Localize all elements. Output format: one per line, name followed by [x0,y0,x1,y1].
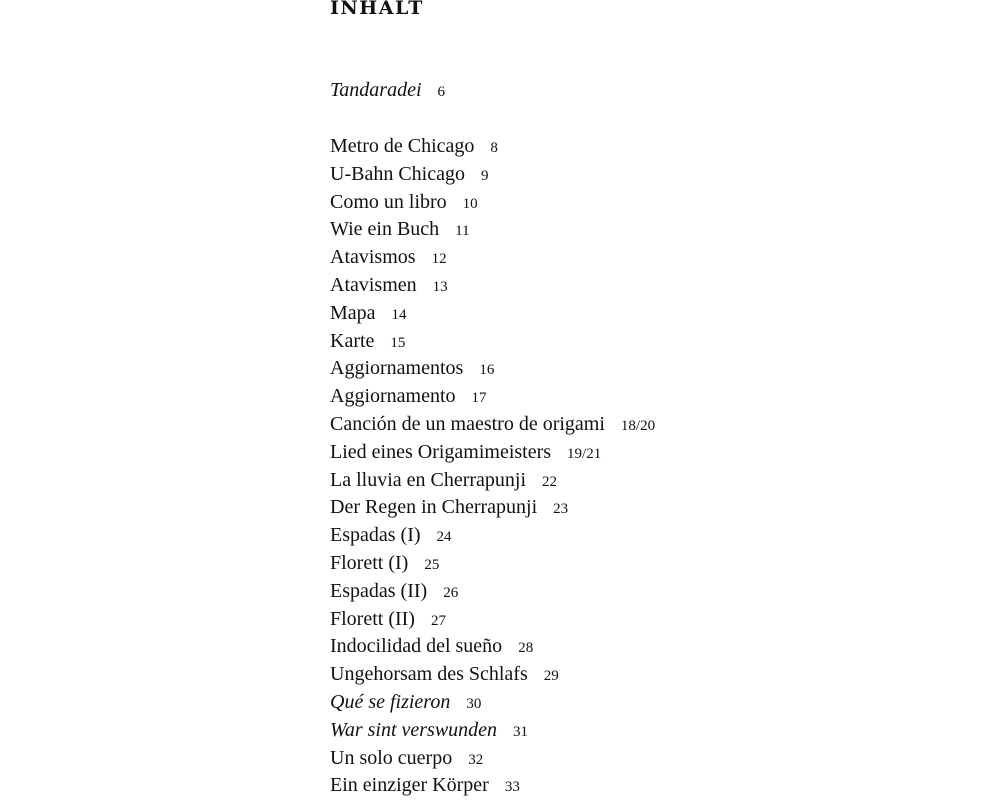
toc-entry-title: Atavismen [330,274,417,296]
toc-entry-title: Lied eines Origamimeisters [330,440,552,463]
toc-entry [330,440,601,466]
toc-entry-title: Espadas (I) [330,524,421,547]
toc-entry-page-number: 18/20 [620,418,656,434]
toc-entry-title: Qué se fizieron [330,691,451,713]
toc-entry-page-number: 27 [430,612,446,629]
toc-entry-title: Espadas (II) [330,579,428,602]
toc-heading: INHALT [330,0,424,19]
toc-entry-title: Canción de un maestro de origami [330,413,605,435]
toc-entry-title: La lluvia en Cherrapunji [330,468,527,491]
toc-entry [330,634,533,660]
toc-entry [330,245,447,271]
toc-entry-title: Tandaradei [330,79,422,101]
toc-entry-page-number: 14 [391,306,407,323]
toc-entry-page-number: 16 [479,362,495,379]
toc-entry-page-number: 19/21 [567,445,602,462]
toc-entry-title: Ein einziger Körper [330,774,489,797]
toc-entry [330,356,494,382]
toc-entry-title: Florett (I) [330,552,409,574]
toc-entry-title: Karte [330,329,375,352]
toc-entry-title: U-Bahn Chicago [330,162,465,185]
toc-entry-page-number: 33 [504,779,520,796]
toc-entry [330,329,405,355]
toc-entry [330,662,559,688]
toc-entry-page-number: 31 [513,723,529,740]
toc-entry [330,495,568,521]
toc-entry [330,162,488,188]
toc-entry [330,78,445,104]
toc-entry-title: Como un libro [330,190,447,213]
toc-entry-page-number: 24 [436,529,452,546]
toc-entry [330,384,487,410]
toc-entry [330,551,439,577]
table-of-contents [330,0,930,800]
toc-entry-page-number: 9 [480,167,489,184]
toc-entry-title: Un solo cuerpo [330,746,453,769]
toc-entry-title: Florett (II) [330,607,415,630]
toc-entry-title: Wie ein Buch [330,218,440,241]
toc-entry [330,690,481,716]
toc-entry-title: War sint verswunden [330,718,498,741]
toc-entry-page-number: 22 [542,473,558,490]
toc-entry-page-number: 26 [443,584,459,601]
toc-entry [330,301,407,327]
toc-entry [330,190,478,216]
toc-entry-title: Atavismos [330,246,416,269]
toc-entry-page-number: 17 [471,390,487,407]
toc-entry-page-number: 8 [490,140,498,156]
toc-entry-page-number: 11 [455,223,470,240]
toc-entry-page-number: 29 [543,668,559,685]
toc-entry-page-number: 10 [462,195,478,212]
toc-entry-title: Aggiornamento [330,385,456,408]
toc-entry-title: Indocilidad del sueño [330,635,503,658]
toc-entry [330,273,448,299]
toc-entry-page-number: 28 [518,640,534,657]
toc-entry-page-number: 23 [553,501,569,518]
toc-entry-page-number: 25 [424,557,440,573]
toc-entry [330,412,655,438]
toc-entry-title: Mapa [330,301,376,324]
toc-entry-title: Metro de Chicago [330,135,475,157]
toc-entry [330,134,498,160]
toc-entry [330,746,483,772]
toc-entry-page-number: 13 [432,279,448,295]
toc-entry-title: Ungehorsam des Schlafs [330,663,528,686]
toc-entry [330,468,557,494]
toc-entry [330,523,452,549]
toc-entry-page-number: 6 [437,84,446,100]
toc-entry [330,718,528,744]
toc-entry-page-number: 12 [431,251,447,268]
toc-entry [330,579,458,605]
toc-entry-page-number: 32 [468,751,484,768]
toc-entry [330,607,446,633]
toc-entry-page-number: 15 [390,334,406,351]
toc-entry [330,217,470,243]
toc-entry [330,773,520,799]
toc-entry-title: Aggiornamentos [330,357,464,380]
toc-entry-page-number: 30 [466,696,482,712]
toc-entry-title: Der Regen in Cherrapunji [330,496,538,519]
